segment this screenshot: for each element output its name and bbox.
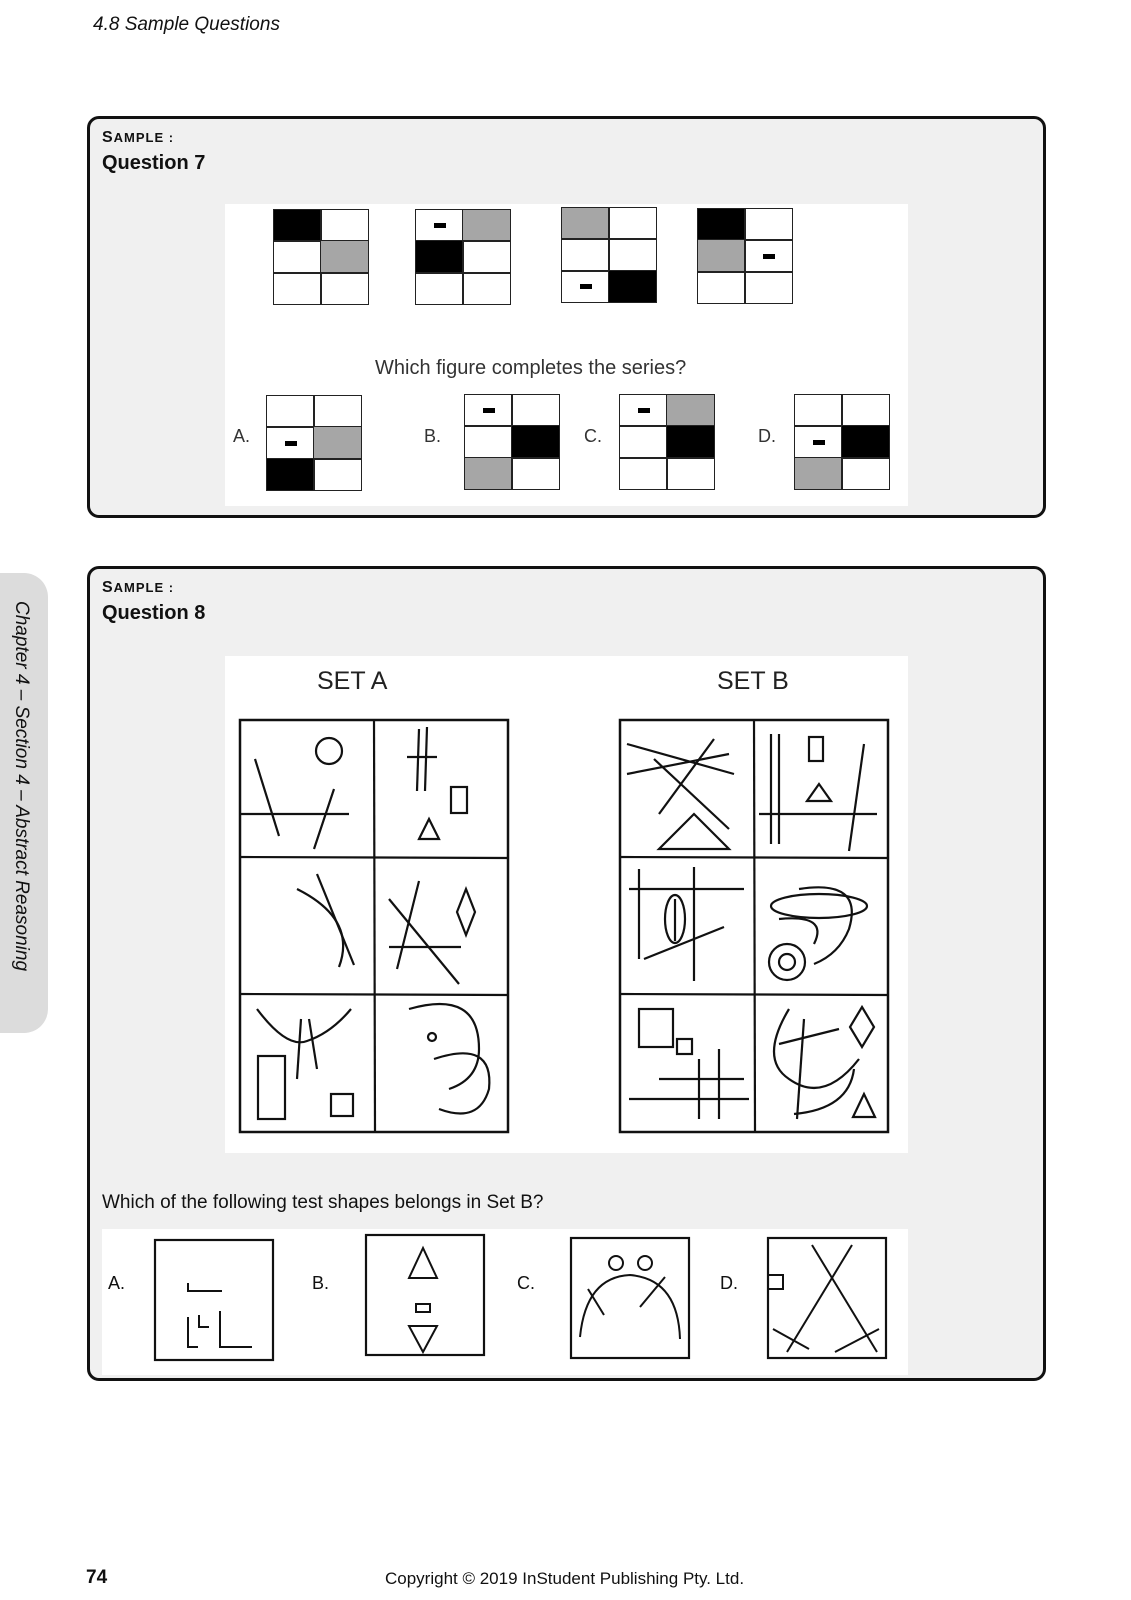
sample-label: SAMPLE : — [102, 129, 175, 146]
option-a-grid[interactable] — [266, 395, 362, 491]
question-7-prompt: Which figure completes the series? — [375, 357, 687, 379]
question-8-prompt: Which of the following test shapes belongs in Set B? — [102, 1192, 544, 1213]
running-head: 4.8 Sample Questions — [93, 14, 280, 35]
option-d-grid[interactable] — [794, 394, 890, 490]
option-c-label: C. — [517, 1273, 535, 1293]
question-8-figure — [225, 656, 908, 1153]
series-grid-1 — [273, 209, 369, 305]
option-c-shape[interactable] — [570, 1237, 690, 1359]
question-7-figure — [225, 204, 908, 506]
page-number: 74 — [86, 1567, 108, 1588]
question-8-title: Question 8 — [102, 602, 206, 624]
option-d-label: D. — [720, 1273, 738, 1293]
dash-mark — [638, 408, 650, 413]
option-d-shape[interactable] — [767, 1237, 887, 1359]
series-grid-2 — [415, 209, 511, 305]
option-c-grid[interactable] — [619, 394, 715, 490]
series-grid-4 — [697, 208, 793, 304]
option-c-label: C. — [584, 426, 602, 446]
dash-mark — [285, 441, 297, 446]
sample-label: SAMPLE : — [102, 579, 175, 596]
option-b-shape[interactable] — [365, 1234, 485, 1356]
dash-mark — [434, 223, 446, 228]
dash-mark — [813, 440, 825, 445]
set-b-grid — [619, 719, 889, 1133]
set-a-title: SET A — [317, 667, 388, 695]
dash-mark — [483, 408, 495, 413]
dash-mark — [580, 284, 592, 289]
option-b-label: B. — [312, 1273, 330, 1293]
series-grid-3 — [561, 207, 657, 303]
option-b-label: B. — [424, 426, 442, 446]
option-b-grid[interactable] — [464, 394, 560, 490]
option-a-label: A. — [108, 1273, 126, 1293]
option-a-label: A. — [233, 426, 251, 446]
set-b-title: SET B — [717, 667, 789, 695]
chapter-side-tab-label: Chapter 4 – Section 4 – Abstract Reasoning — [11, 601, 32, 972]
question-7-box — [87, 116, 1046, 518]
dash-mark — [763, 254, 775, 259]
copyright-notice: Copyright © 2019 InStudent Publishing Pty. Ltd. — [385, 1569, 745, 1588]
question-8-options — [102, 1229, 908, 1375]
option-a-shape[interactable] — [154, 1239, 274, 1361]
chapter-side-tab — [0, 573, 48, 1033]
set-a-grid — [239, 719, 509, 1133]
question-7-title: Question 7 — [102, 152, 206, 174]
question-8-box — [87, 566, 1046, 1381]
option-d-label: D. — [758, 426, 776, 446]
